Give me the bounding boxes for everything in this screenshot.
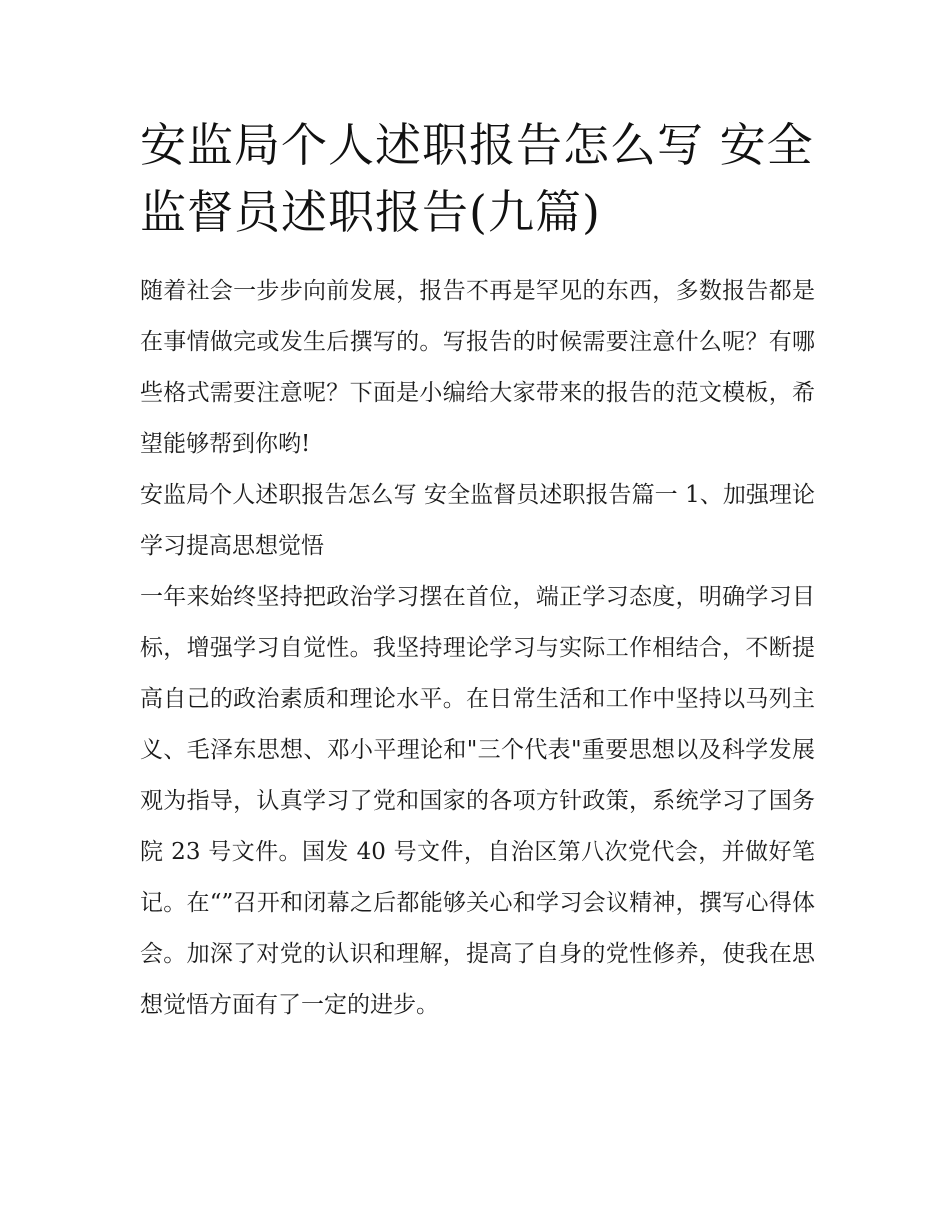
intro-paragraph: 随着社会一步步向前发展，报告不再是罕见的东西，多数报告都是在事情做完或发生后撰写的。写报告的时候需要注意什么呢？有哪些格式需要注意呢？下面是小编给大家带来的报告的范文模板，希望能够帮到你哟! [140, 278, 815, 457]
document-page [140, 112, 815, 1031]
section-heading-paragraph: 安监局个人述职报告怎么写 安全监督员述职报告篇一 1、加强理论学习提高思想觉悟 [140, 482, 815, 559]
body-paragraph: 一年来始终坚持把政治学习摆在首位，端正学习态度，明确学习目标，增强学习自觉性。我坚持理论学习与实际工作相结合，不断提高自己的政治素质和理论水平。在日常生活和工作中坚持以马列主义、毛泽东思想、邓小平理论和"三个代表"重要思想以及科学发展观为指导，认真学习了党和国家的各项方针政策，系统学习了国务院 23 号文件。国发 40 号文件，自治区第八次党代会，并做好笔记。在“”召开和闭幕之后都能够关心和学习会议精神，撰写心得体会。加深了对党的认识和理解，提高了自身的党性修养，使我在思想觉悟方面有了一定的进步。 [140, 584, 815, 1018]
document-title: 安监局个人述职报告怎么写 安全监督员述职报告(九篇) [140, 118, 814, 239]
